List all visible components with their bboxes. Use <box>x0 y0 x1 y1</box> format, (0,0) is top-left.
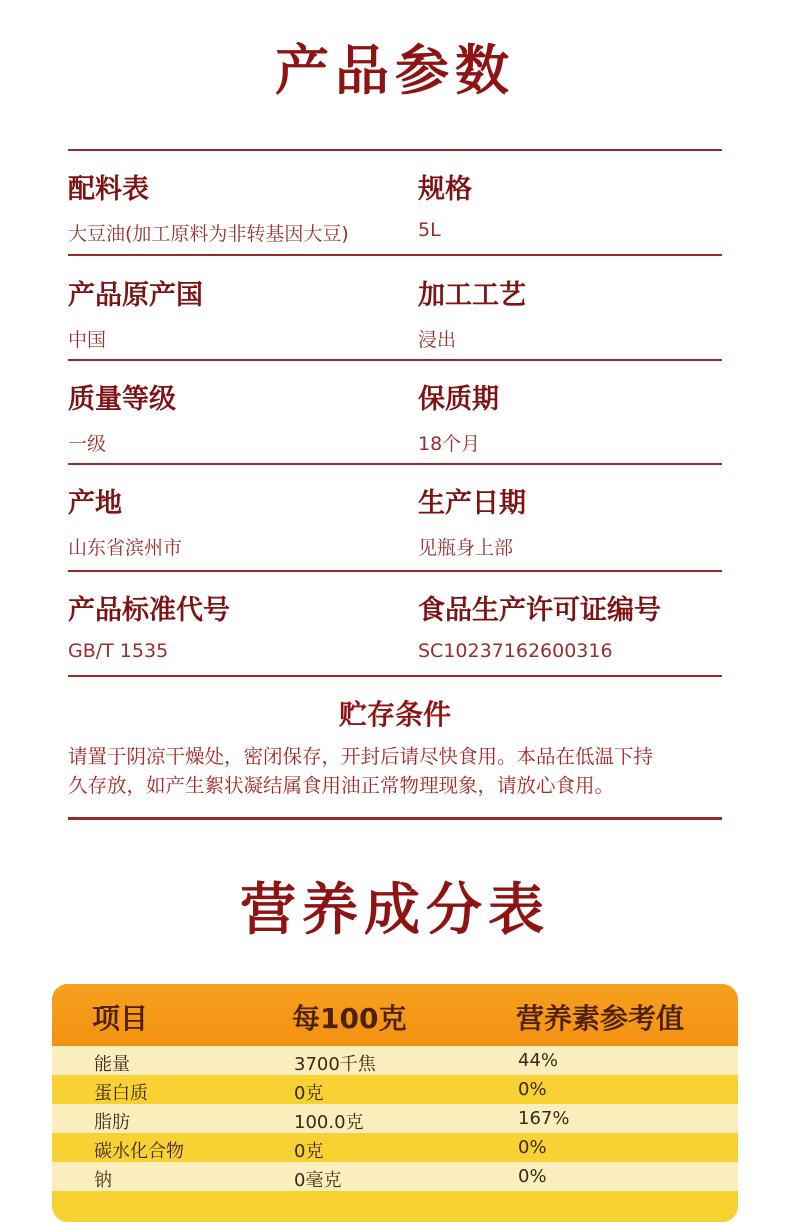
param-standard-code <box>68 588 230 662</box>
storage-text <box>68 742 728 800</box>
cell-nrv: 0% <box>518 1137 547 1158</box>
param-process <box>418 273 526 352</box>
cell-amount: 0克 <box>294 1083 324 1104</box>
nutrition-title: 营养成分表 <box>240 878 550 943</box>
param-grade <box>68 377 176 456</box>
param-label: 产地 <box>68 488 122 519</box>
divider <box>68 149 722 151</box>
divider <box>68 463 722 465</box>
param-label: 生产日期 <box>418 488 526 519</box>
header-per-100g: 每100克 <box>292 1002 407 1035</box>
param-production-date <box>418 481 526 560</box>
param-label: 质量等级 <box>68 384 176 415</box>
table-footer <box>52 1191 738 1222</box>
table-row <box>52 1162 738 1191</box>
cell-amount: 100.0克 <box>294 1112 364 1133</box>
param-spec <box>418 167 472 241</box>
cell-amount: 0毫克 <box>294 1170 342 1191</box>
divider <box>68 359 722 361</box>
param-license <box>418 588 661 662</box>
param-label: 食品生产许可证编号 <box>418 595 661 626</box>
cell-item: 能量 <box>94 1054 130 1075</box>
param-origin-country <box>68 273 203 352</box>
param-value: SC10237162600316 <box>418 640 613 662</box>
param-value: 浸出 <box>418 329 457 351</box>
param-shelf-life <box>418 377 499 456</box>
divider <box>68 817 722 820</box>
cell-nrv: 44% <box>518 1050 559 1071</box>
param-ingredients <box>68 167 349 246</box>
param-value: 一级 <box>68 433 107 455</box>
param-value: 见瓶身上部 <box>418 537 514 559</box>
table-row <box>52 1046 738 1075</box>
divider <box>68 675 722 677</box>
storage-title: 贮存条件 <box>338 698 451 731</box>
param-value: 5L <box>418 219 441 241</box>
header-item: 项目 <box>92 1002 149 1035</box>
params-title: 产品参数 <box>275 39 515 102</box>
header-nrv: 营养素参考值 <box>516 1002 685 1035</box>
table-row <box>52 1075 738 1104</box>
cell-item: 碳水化合物 <box>94 1141 184 1162</box>
cell-item: 钠 <box>94 1170 112 1191</box>
param-value: 18个月 <box>418 433 481 455</box>
cell-nrv: 0% <box>518 1079 547 1100</box>
divider <box>68 570 722 572</box>
nutrition-table <box>52 984 738 1222</box>
cell-amount: 3700千焦 <box>294 1054 376 1075</box>
cell-amount: 0克 <box>294 1141 324 1162</box>
cell-nrv: 167% <box>518 1108 570 1129</box>
param-label: 加工工艺 <box>418 280 526 311</box>
param-value: 山东省滨州市 <box>68 537 183 559</box>
cell-item: 蛋白质 <box>94 1083 148 1104</box>
storage-text-line: 久存放，如产生絮状凝结属食用油正常物理现象，请放心食用。 <box>68 774 615 797</box>
param-value: GB/T 1535 <box>68 640 169 662</box>
param-place <box>68 481 182 560</box>
param-value: 中国 <box>68 329 107 351</box>
divider <box>68 254 722 256</box>
param-label: 配料表 <box>68 174 149 205</box>
param-label: 保质期 <box>418 384 499 415</box>
param-label: 产品原产国 <box>68 280 203 311</box>
param-value: 大豆油(加工原料为非转基因大豆) <box>68 223 349 245</box>
cell-item: 脂肪 <box>94 1112 130 1133</box>
param-label: 产品标准代号 <box>68 595 230 626</box>
table-row <box>52 1133 738 1162</box>
storage-text-line: 请置于阴凉干燥处，密闭保存，开封后请尽快食用。本品在低温下持 <box>68 745 654 768</box>
cell-nrv: 0% <box>518 1166 547 1187</box>
table-header <box>52 984 738 1046</box>
param-label: 规格 <box>418 174 472 205</box>
table-row <box>52 1104 738 1133</box>
